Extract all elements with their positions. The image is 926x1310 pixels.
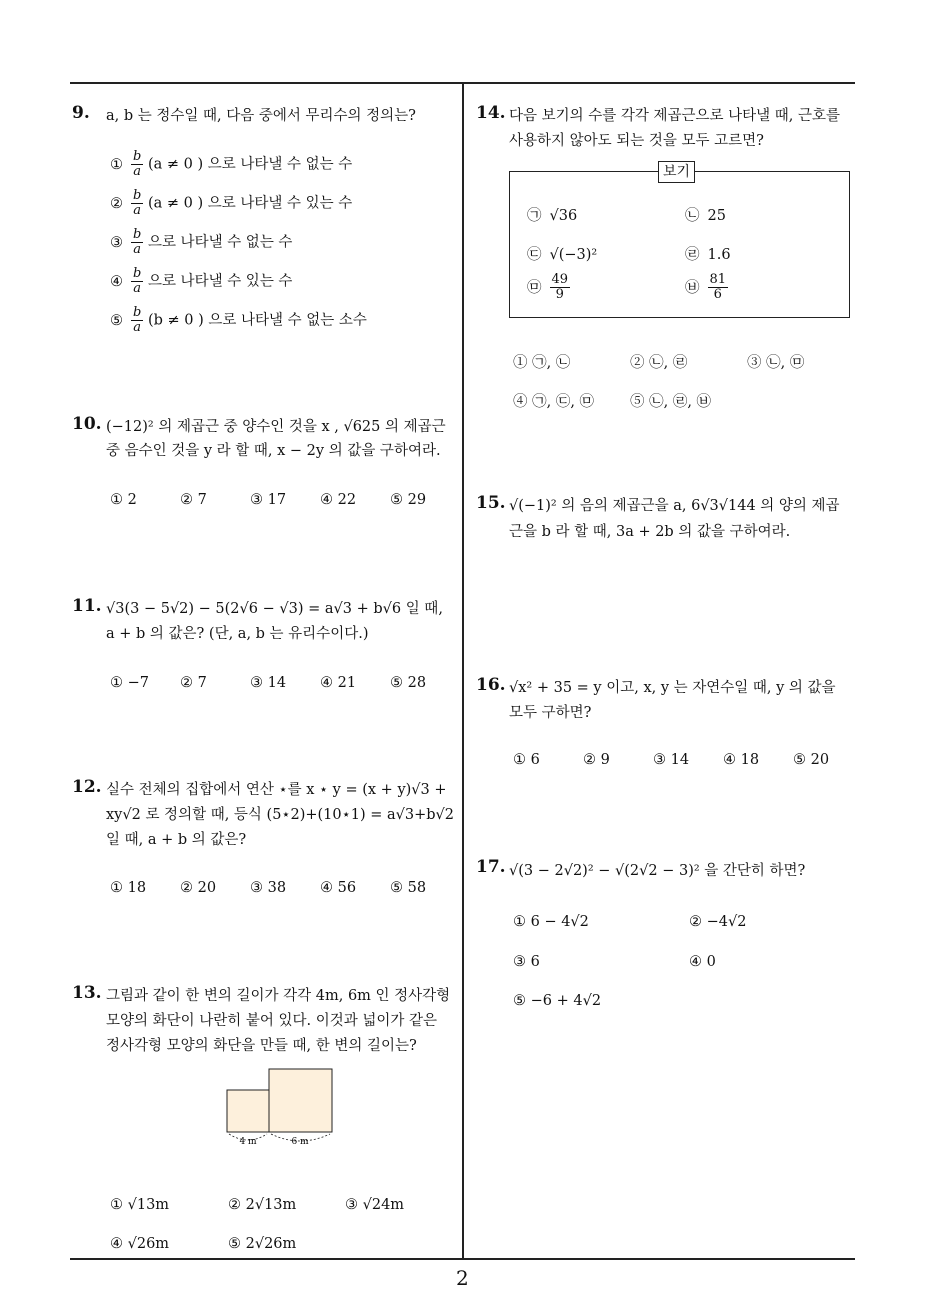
question-number: 11. [72,596,102,616]
example-item: ㉡ 25 [685,208,726,224]
option-5[interactable]: ⑤ 20 [793,752,830,768]
question-text-line2: 근을 b 라 할 때, 3a + 2b 의 값을 구하여라. [509,524,791,540]
question-number: 10. [72,414,102,434]
question-text-line2: xy√2 로 정의할 때, 등식 (5⋆2)+(10⋆1) = a√3+b√2 [106,807,454,823]
option-1[interactable]: ① 6 [513,752,540,768]
option-2[interactable]: ② 20 [180,880,217,896]
example-box-label: 보기 [658,161,695,183]
option-2[interactable]: ② 7 [180,492,207,508]
option-2[interactable]: ② ㉡, ㉣ [630,355,688,371]
option-1[interactable]: ① ㉠, ㉡ [513,355,571,371]
option-3[interactable]: ③ √24m [345,1197,405,1213]
option-5[interactable]: ⑤ $\frac{b}{a}$ (b ≠ 0 ) 으로 나타낼 수 없는 소수 [110,305,367,335]
question-text-line2: 사용하지 않아도 되는 것을 모두 고르면? [509,133,764,149]
small-square [227,1090,269,1132]
option-3[interactable]: ③ $\frac{b}{a}$ 으로 나타낼 수 없는 수 [110,227,293,257]
question-text-line3: 정사각형 모양의 화단을 만들 때, 한 변의 길이는? [106,1038,417,1054]
bottom-rule [70,1258,855,1260]
option-3[interactable]: ③ ㉡, ㉤ [747,355,805,371]
option-3[interactable]: ③ 38 [250,880,287,896]
option-1[interactable]: ① 6 − 4√2 [513,914,589,930]
option-3[interactable]: ③ 14 [250,675,287,691]
example-item: ㉤ $\frac{49}{9}$ [527,272,569,302]
example-item: ㉠ √36 [527,208,578,224]
option-2[interactable]: ② 9 [583,752,610,768]
option-5[interactable]: ⑤ −6 + 4√2 [513,993,602,1009]
large-square [269,1069,332,1132]
option-3[interactable]: ③ 14 [653,752,690,768]
question-text-line3: 일 때, a + b 의 값은? [106,832,247,848]
option-4[interactable]: ④ 0 [689,954,716,970]
question-text-line1: √3(3 − 5√2) − 5(2√6 − √3) = a√3 + b√6 일 때, [106,601,443,617]
option-5[interactable]: ⑤ 29 [390,492,427,508]
option-4[interactable]: ④ 21 [320,675,357,691]
question-text-line1: (−12)² 의 제곱근 중 양수인 것을 x , √625 의 제곱근 [106,419,446,435]
option-5[interactable]: ⑤ 28 [390,675,427,691]
question-text-line1: √(3 − 2√2)² − √(2√2 − 3)² 을 간단히 하면? [509,863,806,879]
question-text-line1: 그림과 같이 한 변의 길이가 각각 4m, 6m 인 정사각형 [106,988,451,1004]
option-2[interactable]: ② $\frac{b}{a}$ (a ≠ 0 ) 으로 나타낼 수 있는 수 [110,188,353,218]
option-4[interactable]: ④ ㉠, ㉢, ㉤ [513,394,595,410]
question-text-line2: 모두 구하면? [509,705,592,721]
page-number: 2 [456,1266,469,1290]
question-text-line1: 다음 보기의 수를 각각 제곱근으로 나타낼 때, 근호를 [509,108,841,124]
question-number: 17. [476,857,506,877]
option-2[interactable]: ② 7 [180,675,207,691]
label-6m: 6 m [291,1137,309,1147]
option-1[interactable]: ① 2 [110,492,137,508]
option-5[interactable]: ⑤ 2√26m [228,1236,297,1252]
question-number: 13. [72,983,102,1003]
question-text-line2: a + b 의 값은? (단, a, b 는 유리수이다.) [106,626,369,642]
example-item: ㉢ √(−3)² [527,247,598,263]
option-4[interactable]: ④ 22 [320,492,357,508]
question-number: 15. [476,493,506,513]
question-number: 16. [476,675,506,695]
option-2[interactable]: ② 2√13m [228,1197,297,1213]
question-number: 9. [72,103,90,123]
option-2[interactable]: ② −4√2 [689,914,747,930]
question-text-line1: √(−1)² 의 음의 제곱근을 a, 6√3√144 의 양의 제곱 [509,498,840,514]
option-3[interactable]: ③ 6 [513,954,540,970]
option-5[interactable]: ⑤ 58 [390,880,427,896]
option-4[interactable]: ④ 18 [723,752,760,768]
option-1[interactable]: ① √13m [110,1197,170,1213]
column-divider [462,82,464,1259]
garden-squares-figure [220,1062,340,1152]
question-text-line1: 실수 전체의 집합에서 연산 ⋆를 x ⋆ y = (x + y)√3 + [106,782,447,798]
option-4[interactable]: ④ $\frac{b}{a}$ 으로 나타낼 수 있는 수 [110,266,293,296]
option-1[interactable]: ① $\frac{b}{a}$ (a ≠ 0 ) 으로 나타낼 수 없는 수 [110,149,353,179]
option-5[interactable]: ⑤ ㉡, ㉣, ㉥ [630,394,712,410]
question-text-line1: √x² + 35 = y 이고, x, y 는 자연수일 때, y 의 값을 [509,680,836,696]
example-item: ㉥ $\frac{81}{6}$ [685,272,727,302]
question-text-line2: 모양의 화단이 나란히 붙어 있다. 이것과 넓이가 같은 [106,1013,438,1029]
option-4[interactable]: ④ 56 [320,880,357,896]
question-text-line2: 중 음수인 것을 y 라 할 때, x − 2y 의 값을 구하여라. [106,443,441,459]
option-1[interactable]: ① −7 [110,675,149,691]
option-1[interactable]: ① 18 [110,880,147,896]
question-number: 14. [476,103,506,123]
question-number: 12. [72,777,102,797]
option-4[interactable]: ④ √26m [110,1236,170,1252]
question-text: a, b 는 정수일 때, 다음 중에서 무리수의 정의는? [106,108,416,124]
option-3[interactable]: ③ 17 [250,492,287,508]
label-4m: 4 m [239,1137,257,1147]
example-item: ㉣ 1.6 [685,247,731,263]
